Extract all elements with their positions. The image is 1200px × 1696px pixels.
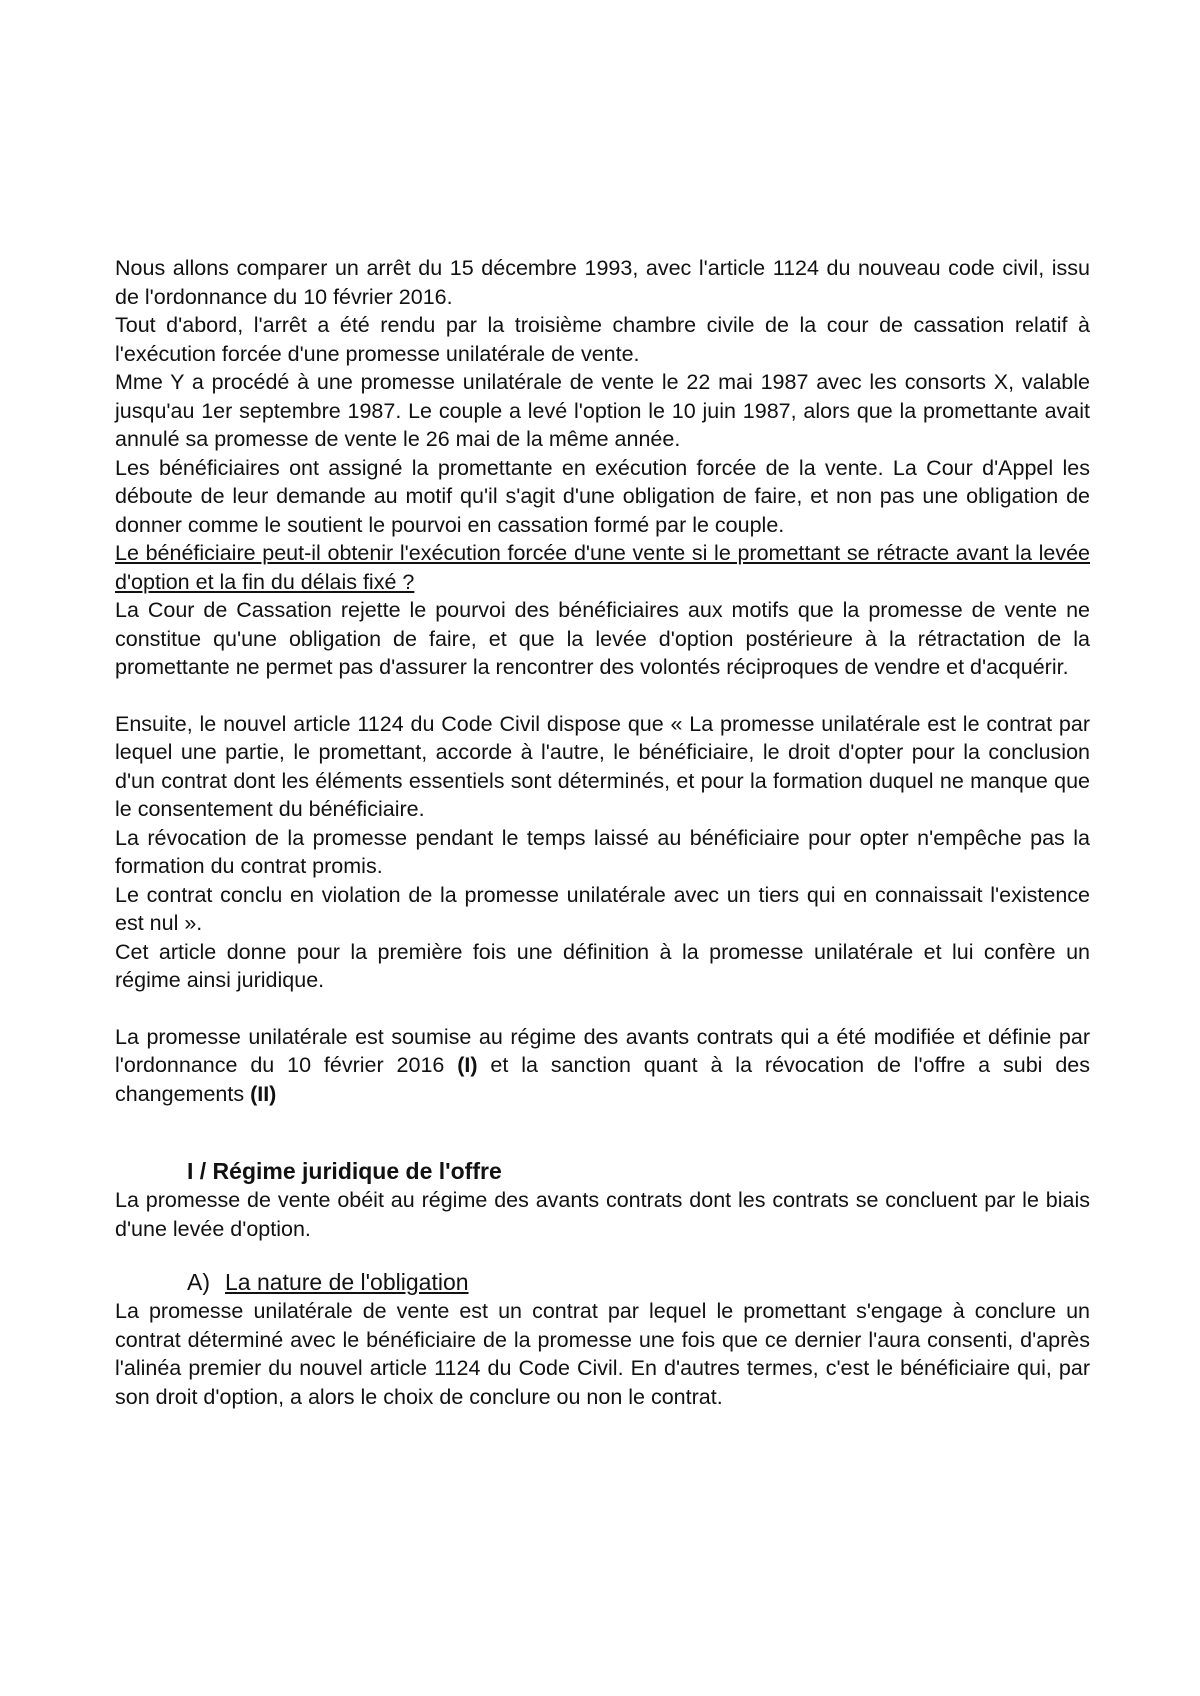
plan-paragraph [115,1023,1090,1109]
intro-paragraph-2: Tout d'abord, l'arrêt a été rendu par la troisième chambre civile de la cour de cassation relatif à l'exécution forcée d'une promesse unilatérale de vente. [115,313,1090,366]
article-paragraph-4: Cet article donne pour la première fois une définition à la promesse unilatérale et lui confère un régime ainsi juridique. [115,939,1090,992]
paragraph-gap [115,995,1090,1023]
plan-text-a: La promesse unilatérale est soumise au régime des avants contrats qui a été modifiée et définie par l'ordonnance du 10 février 2016 [115,1024,1090,1077]
legal-question: Le bénéficiaire peut-il obtenir l'exécution forcée d'une vente si le promettant se rétracte avant la levée d'option et la fin du délais fixé ? [115,541,1090,594]
section-heading-1: I / Régime juridique de l'offre [187,1158,502,1184]
plan-text-b: et la sanction quant à la révocation de l'offre a subi des changements [115,1053,1090,1106]
subsection-letter: A) [187,1269,210,1295]
article-paragraph-3: Le contrat conclu en violation de la promesse unilatérale avec un tiers qui en connaissait l'existence est nul ». [115,882,1090,935]
paragraph-gap [115,682,1090,710]
intro-paragraph-4: Les bénéficiaires ont assigné la promettante en exécution forcée de la vente. La Cour d'Appel les déboute de leur demande au motif qu'il s'agit d'une obligation de faire, et non pas une obligation de donner comme le soutient le pourvoi en cassation formé par le couple. [115,455,1090,537]
intro-paragraph-3: Mme Y a procédé à une promesse unilatérale de vente le 22 mai 1987 avec les consorts X, valable jusqu'au 1er septembre 1987. Le couple a levé l'option le 10 juin 1987, alors que la promettante avait annulé sa promesse de vente le 26 mai de la même année. [115,370,1090,451]
article-paragraph-2: La révocation de la promesse pendant le temps laissé au bénéficiaire pour opter n'empêche pas la formation du contrat promis. [115,825,1090,878]
subsection-heading-a [187,1267,1090,1297]
intro-paragraph-1: Nous allons comparer un arrêt du 15 décembre 1993, avec l'article 1124 du nouveau code civil, issu de l'ordonnance du 10 février 2016. [115,256,1090,309]
intro-paragraph-5: La Cour de Cassation rejette le pourvoi des bénéficiaires aux motifs que la promesse de vente ne constitue qu'une obligation de faire, et que la levée d'option postérieure à la rétractation de la promettante ne permet pas d'assurer la rencontrer des volontés réciproques de vendre et d'acquérir. [115,598,1090,679]
subsection-a-body: La promesse unilatérale de vente est un contrat par lequel le promettant s'engage à conclure un contrat déterminé avec le bénéficiaire de la promesse une fois que ce dernier l'aura consenti, d'après l'alinéa premier du nouvel article 1124 du Code Civil. En d'autres termes, c'est le bénéficiaire qui, par son droit d'option, a alors le choix de conclure ou non le contrat. [115,1299,1090,1409]
plan-mark-2: (II) [250,1081,277,1106]
subsection-title: La nature de l'obligation [225,1269,469,1295]
section-1-intro: La promesse de vente obéit au régime des avants contrats dont les contrats se concluent par le biais d'une levée d'option. [115,1188,1090,1241]
document-body [115,254,1090,1411]
plan-mark-1: (I) [457,1053,478,1077]
article-paragraph-1: Ensuite, le nouvel article 1124 du Code Civil dispose que « La promesse unilatérale est le contrat par lequel une partie, le promettant, accorde à l'autre, le bénéficiaire, le droit d'opter pour la conclusion d'un contrat dont les éléments essentiels sont déterminés, et pour la formation duquel ne manque que le consentement du bénéficiaire. [115,711,1090,821]
